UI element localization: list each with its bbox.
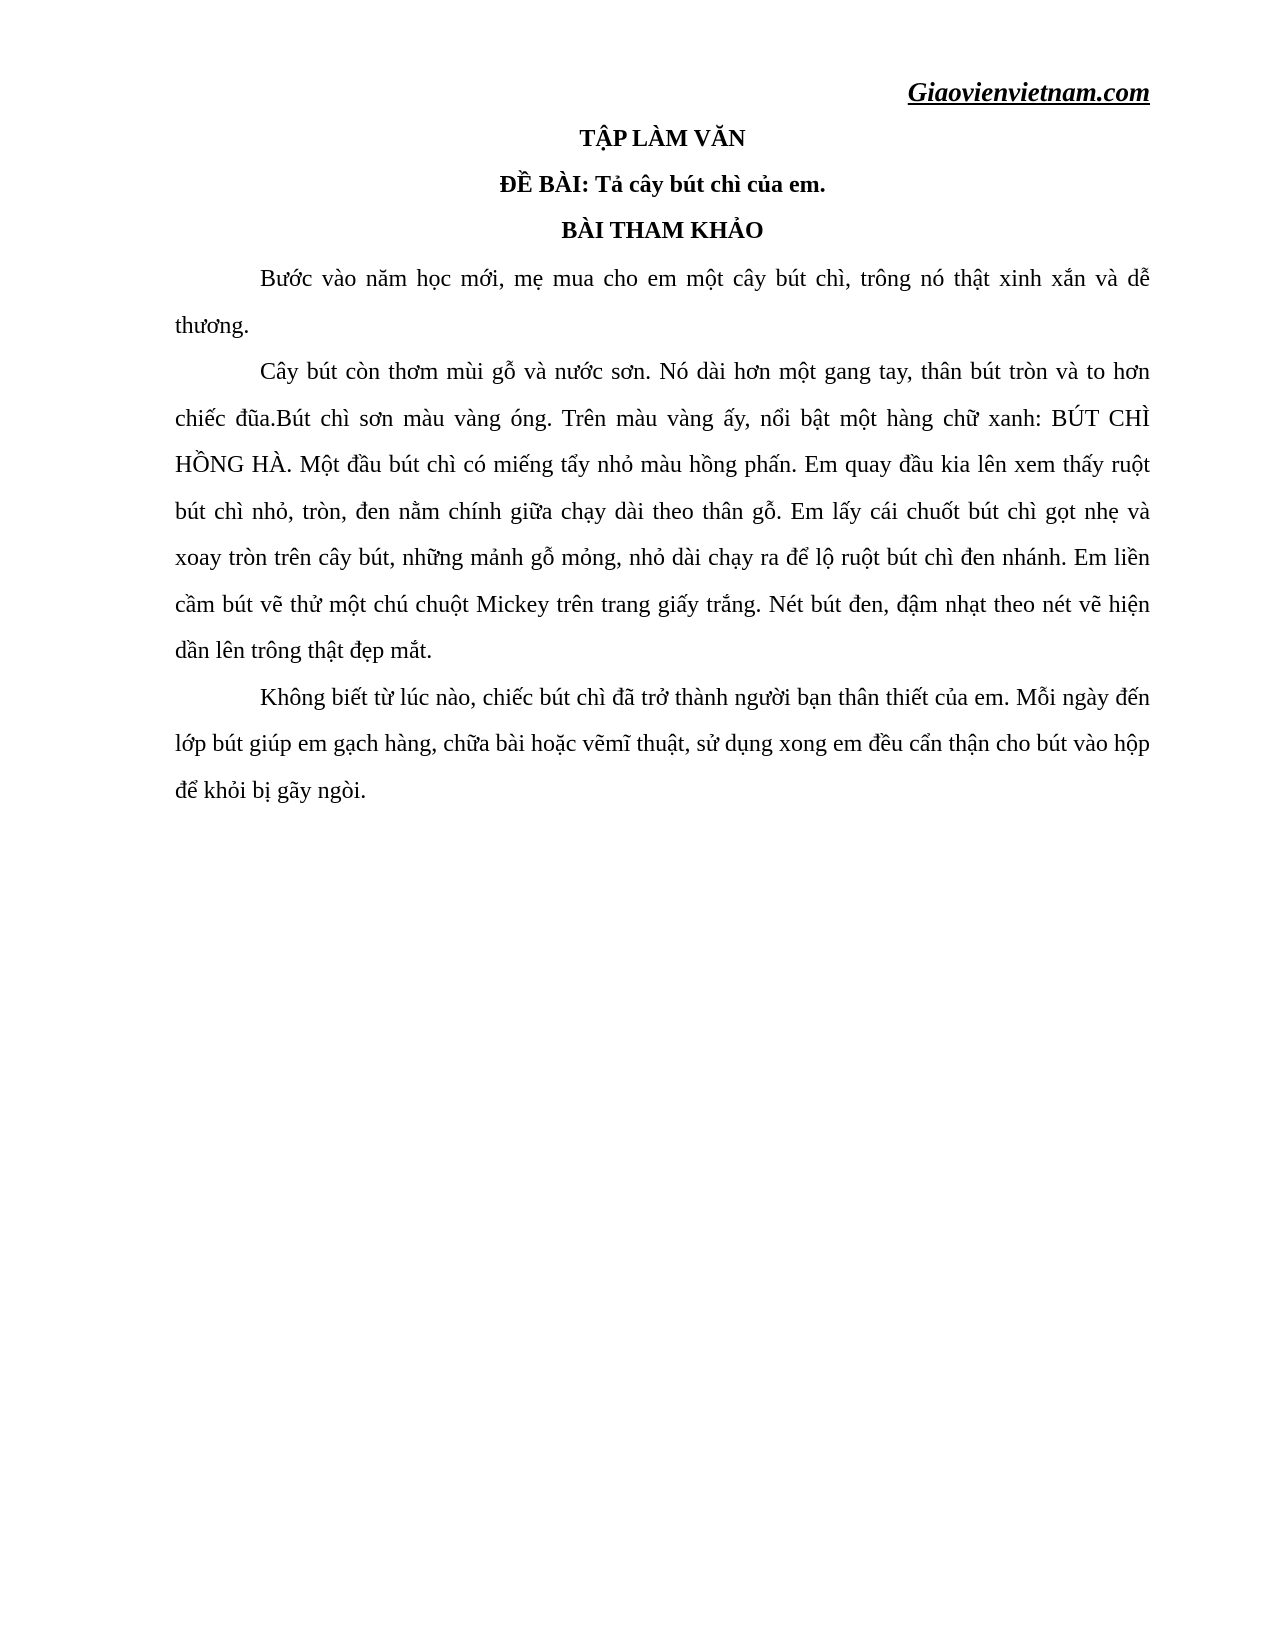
reference-essay-heading: BÀI THAM KHẢO	[561, 218, 764, 244]
site-watermark-link[interactable]: Giaovienvietnam.com	[907, 77, 1150, 107]
essay-paragraph-1: Bước vào năm học mới, mẹ mua cho em một cây bút chì, trông nó thật xinh xắn và dễ thương.	[175, 266, 1150, 339]
essay-paragraph-2: Cây bút còn thơm mùi gỗ và nước sơn. Nó dài hơn một gang tay, thân bút tròn và to hơn chiếc đũa.Bút chì sơn màu vàng óng. Trên màu vàng ấy, nổi bật một hàng chữ xanh: BÚT CHÌ HỒNG HÀ. Một đầu bút chì có miếng tẩy nhỏ màu hồng phấn. Em quay đầu kia lên xem thấy ruột bút chì nhỏ, tròn, đen nằm chính giữa chạy dài theo thân gỗ. Em lấy cái chuốt bút chì gọt nhẹ và xoay tròn trên cây bút, những mảnh gỗ mỏng, nhỏ dài chạy ra để lộ ruột bút chì đen nhánh. Em liền cầm bút vẽ thử một chú chuột Mickey trên trang giấy trắng. Nét bút đen, đậm nhạt theo nét vẽ hiện dần lên trông thật đẹp mắt.	[175, 359, 1150, 664]
assignment-prompt: ĐỀ BÀI: Tả cây bút chì của em.	[499, 172, 826, 198]
essay-paragraph-3: Không biết từ lúc nào, chiếc bút chì đã trở thành người bạn thân thiết của em. Mỗi ngày đến lớp bút giúp em gạch hàng, chữa bài hoặc vẽmĩ thuật, sử dụng xong em đều cẩn thận cho bút vào hộp để khỏi bị gãy ngòi.	[175, 684, 1150, 804]
document-title: TẬP LÀM VĂN	[579, 126, 746, 152]
document-page	[175, 72, 1150, 814]
essay-body	[175, 256, 1150, 814]
